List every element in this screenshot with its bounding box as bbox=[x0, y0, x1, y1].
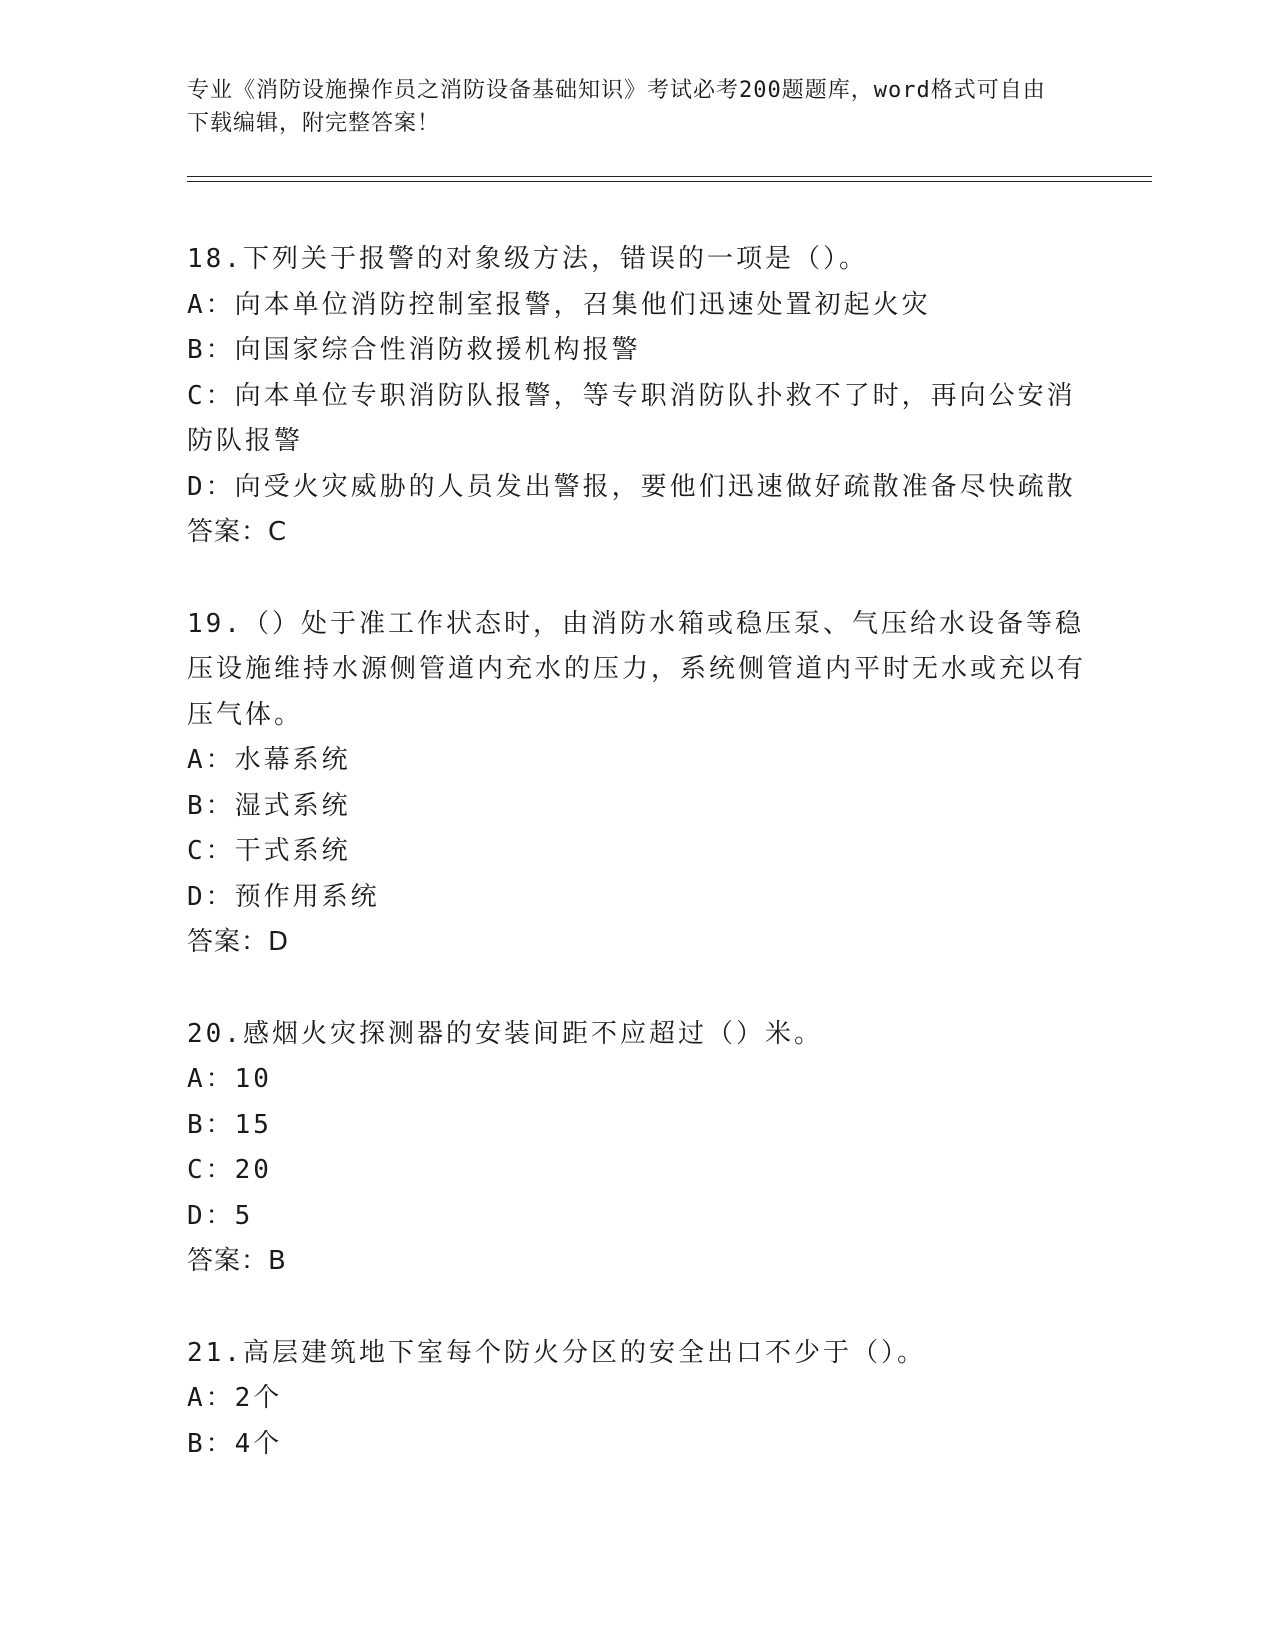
question-18 bbox=[187, 237, 1087, 556]
answer-label: 答案：B bbox=[187, 1246, 287, 1276]
option-c: C：向本单位专职消防队报警，等专职消防队扑救不了时，再向公安消防队报警 bbox=[187, 380, 1076, 456]
option-d: D：5 bbox=[187, 1200, 254, 1231]
option-d: D：向受火灾威胁的人员发出警报，要他们迅速做好疏散准备尽快疏散 bbox=[187, 471, 1076, 502]
question-text: 19.（）处于准工作状态时，由消防水箱或稳压泵、气压给水设备等稳压设施维持水源侧管道内充水的压力，系统侧管道内平时无水或充以有压气体。 bbox=[187, 608, 1087, 730]
question-text: 20.感烟火灾探测器的安装间距不应超过（）米。 bbox=[187, 1018, 823, 1049]
header-divider-top bbox=[187, 176, 1152, 177]
answer-label: 答案：C bbox=[187, 517, 288, 547]
question-20 bbox=[187, 1012, 1087, 1285]
question-19 bbox=[187, 602, 1087, 966]
option-c: C：20 bbox=[187, 1155, 272, 1185]
option-c: C：干式系统 bbox=[187, 836, 351, 866]
question-text: 21.高层建筑地下室每个防火分区的安全出口不少于（）。 bbox=[187, 1337, 926, 1368]
option-b: B：4个 bbox=[187, 1428, 283, 1459]
question-list bbox=[187, 237, 1087, 1513]
option-a: A：10 bbox=[187, 1064, 272, 1094]
option-a: A：2个 bbox=[187, 1383, 283, 1413]
answer-label: 答案：D bbox=[187, 927, 290, 957]
option-a: A：向本单位消防控制室报警，召集他们迅速处置初起火灾 bbox=[187, 289, 931, 320]
option-b: B：湿式系统 bbox=[187, 790, 351, 821]
option-b: B：向国家综合性消防救援机构报警 bbox=[187, 335, 641, 365]
header-divider-bottom bbox=[187, 181, 1152, 182]
question-21 bbox=[187, 1331, 1087, 1468]
question-text: 18.下列关于报警的对象级方法，错误的一项是（）。 bbox=[187, 244, 868, 274]
document-header: 专业《消防设施操作员之消防设备基础知识》考试必考200题题库，word格式可自由下载编辑，附完整答案！ bbox=[187, 78, 1046, 136]
option-d: D：预作用系统 bbox=[187, 881, 380, 912]
option-a: A：水幕系统 bbox=[187, 745, 351, 775]
option-b: B：15 bbox=[187, 1109, 272, 1140]
